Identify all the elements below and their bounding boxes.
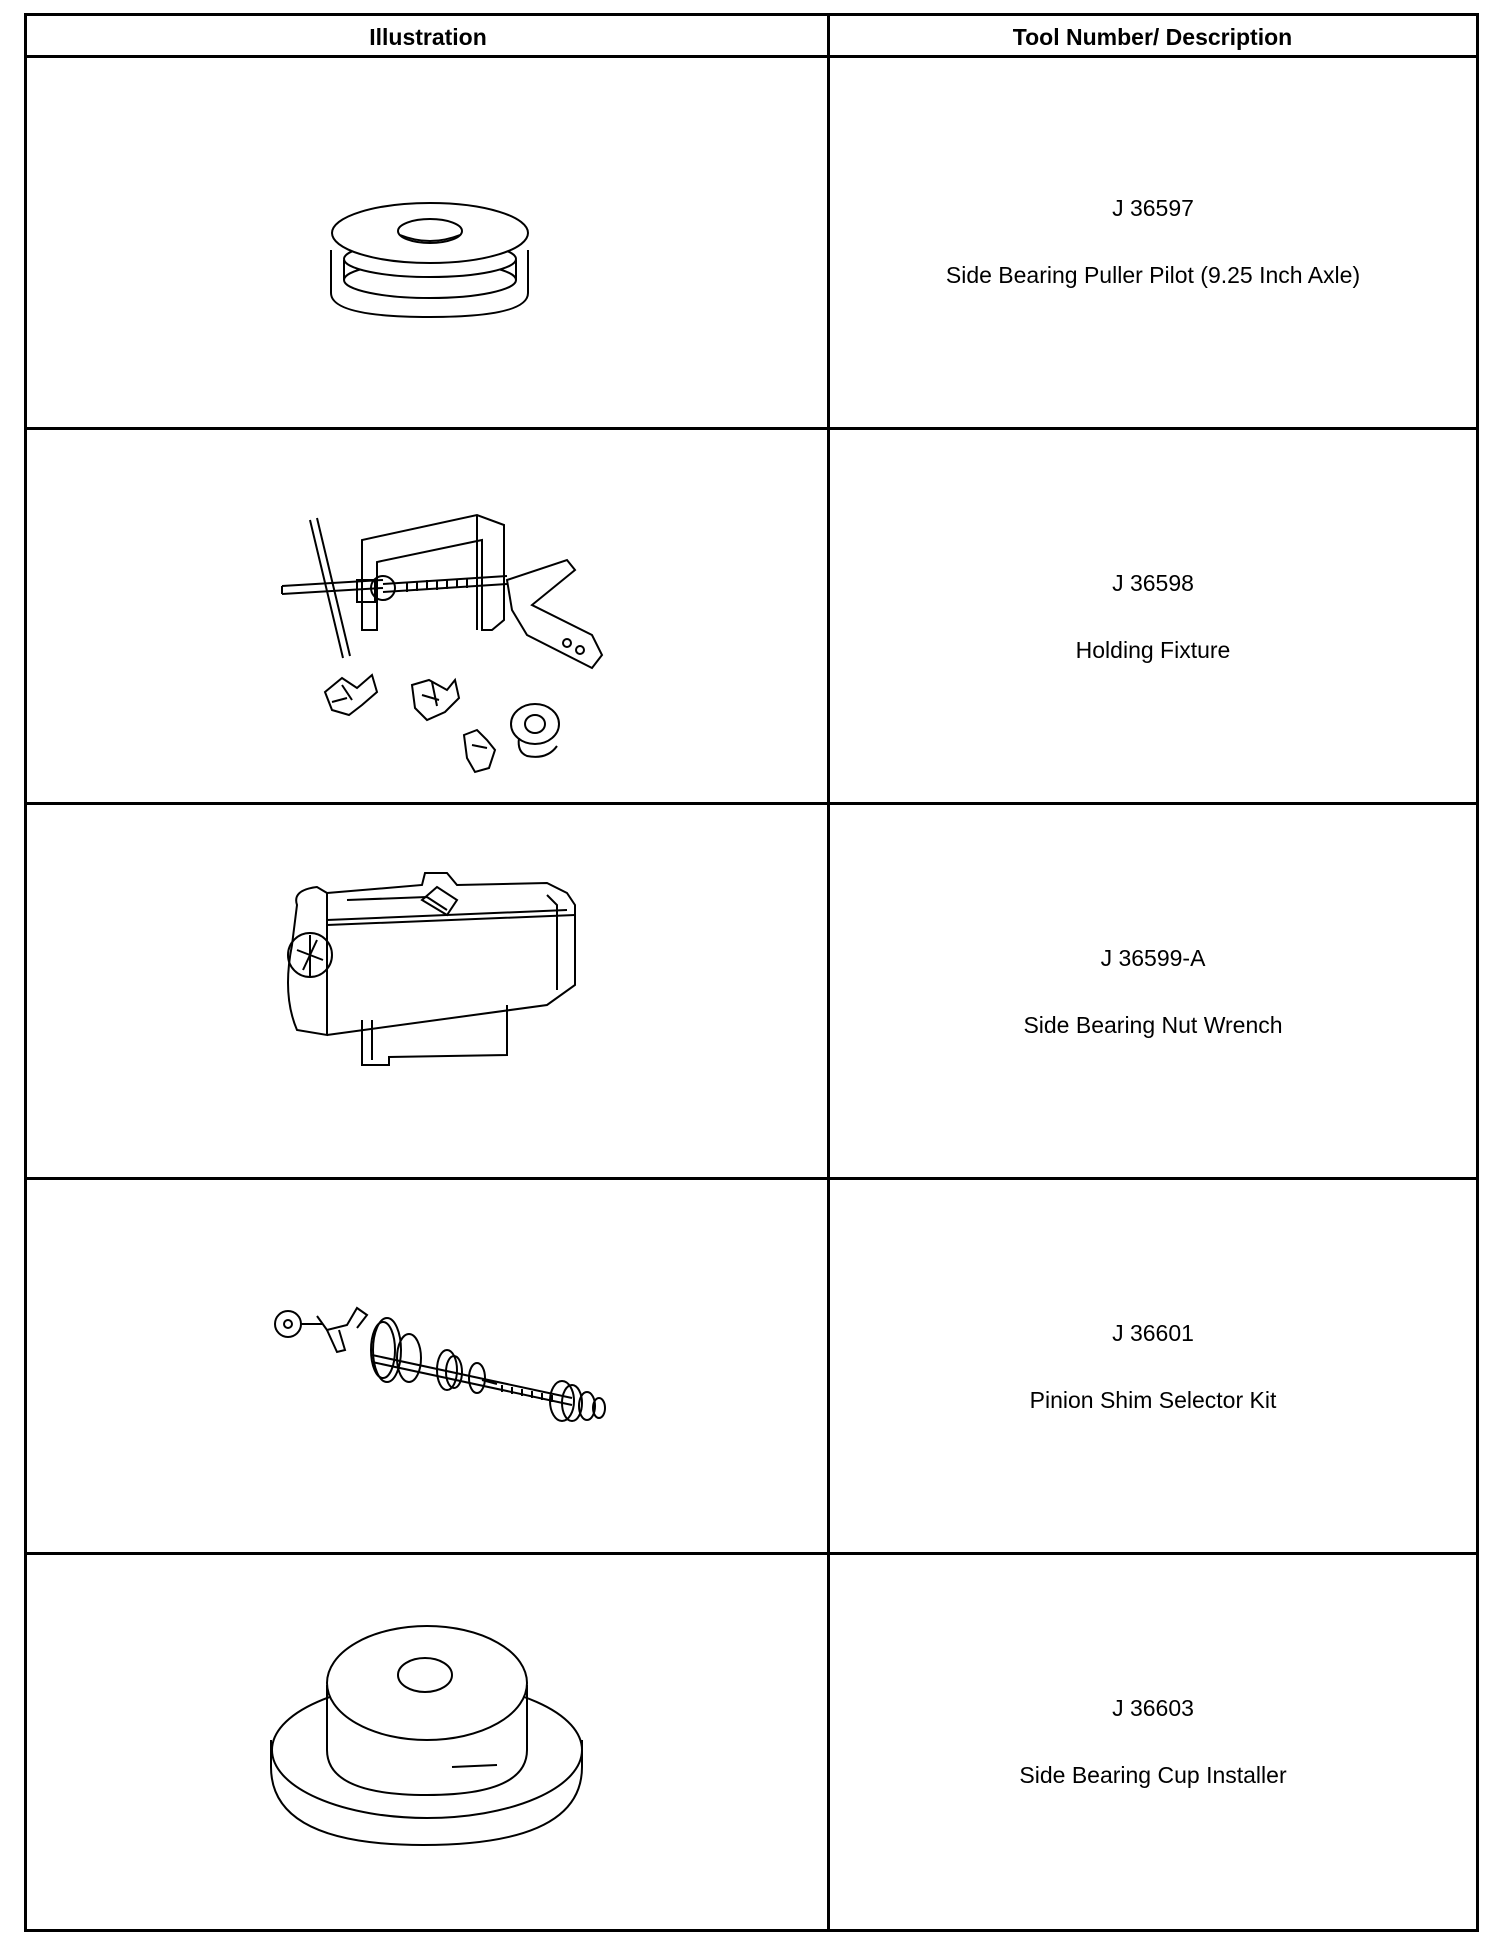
table-row bbox=[27, 805, 1476, 1180]
tool-table bbox=[24, 13, 1479, 1932]
tool-description: Pinion Shim Selector Kit bbox=[1029, 1387, 1277, 1413]
shim-selector-illustration bbox=[27, 1180, 827, 1552]
tool-number: J 36598 bbox=[1112, 570, 1194, 596]
nut-wrench-illustration bbox=[27, 805, 827, 1177]
table-header bbox=[27, 16, 1476, 58]
cup-installer-illustration bbox=[27, 1555, 827, 1932]
tool-cell bbox=[830, 55, 1476, 427]
tool-number: J 36601 bbox=[1112, 1320, 1194, 1346]
header-tool-number-description: Tool Number/ Description bbox=[1012, 24, 1293, 50]
table-row bbox=[27, 430, 1476, 805]
tool-description: Side Bearing Puller Pilot (9.25 Inch Axle) bbox=[945, 262, 1361, 288]
table-row bbox=[27, 1180, 1476, 1555]
tool-description: Holding Fixture bbox=[1075, 637, 1231, 663]
tool-number: J 36597 bbox=[1112, 195, 1194, 221]
tool-number: J 36599-A bbox=[1100, 945, 1206, 971]
tool-cell bbox=[830, 1555, 1476, 1932]
tool-cell bbox=[830, 430, 1476, 802]
holding-fixture-illustration bbox=[27, 430, 827, 802]
tool-cell bbox=[830, 805, 1476, 1177]
table-row bbox=[27, 1555, 1476, 1932]
table-row bbox=[27, 55, 1476, 430]
puller-pilot-illustration bbox=[27, 55, 827, 427]
header-illustration: Illustration bbox=[369, 24, 487, 50]
tool-number: J 36603 bbox=[1112, 1695, 1194, 1721]
tool-description: Side Bearing Cup Installer bbox=[1019, 1762, 1287, 1788]
tool-description: Side Bearing Nut Wrench bbox=[1023, 1012, 1283, 1038]
tool-cell bbox=[830, 1180, 1476, 1552]
